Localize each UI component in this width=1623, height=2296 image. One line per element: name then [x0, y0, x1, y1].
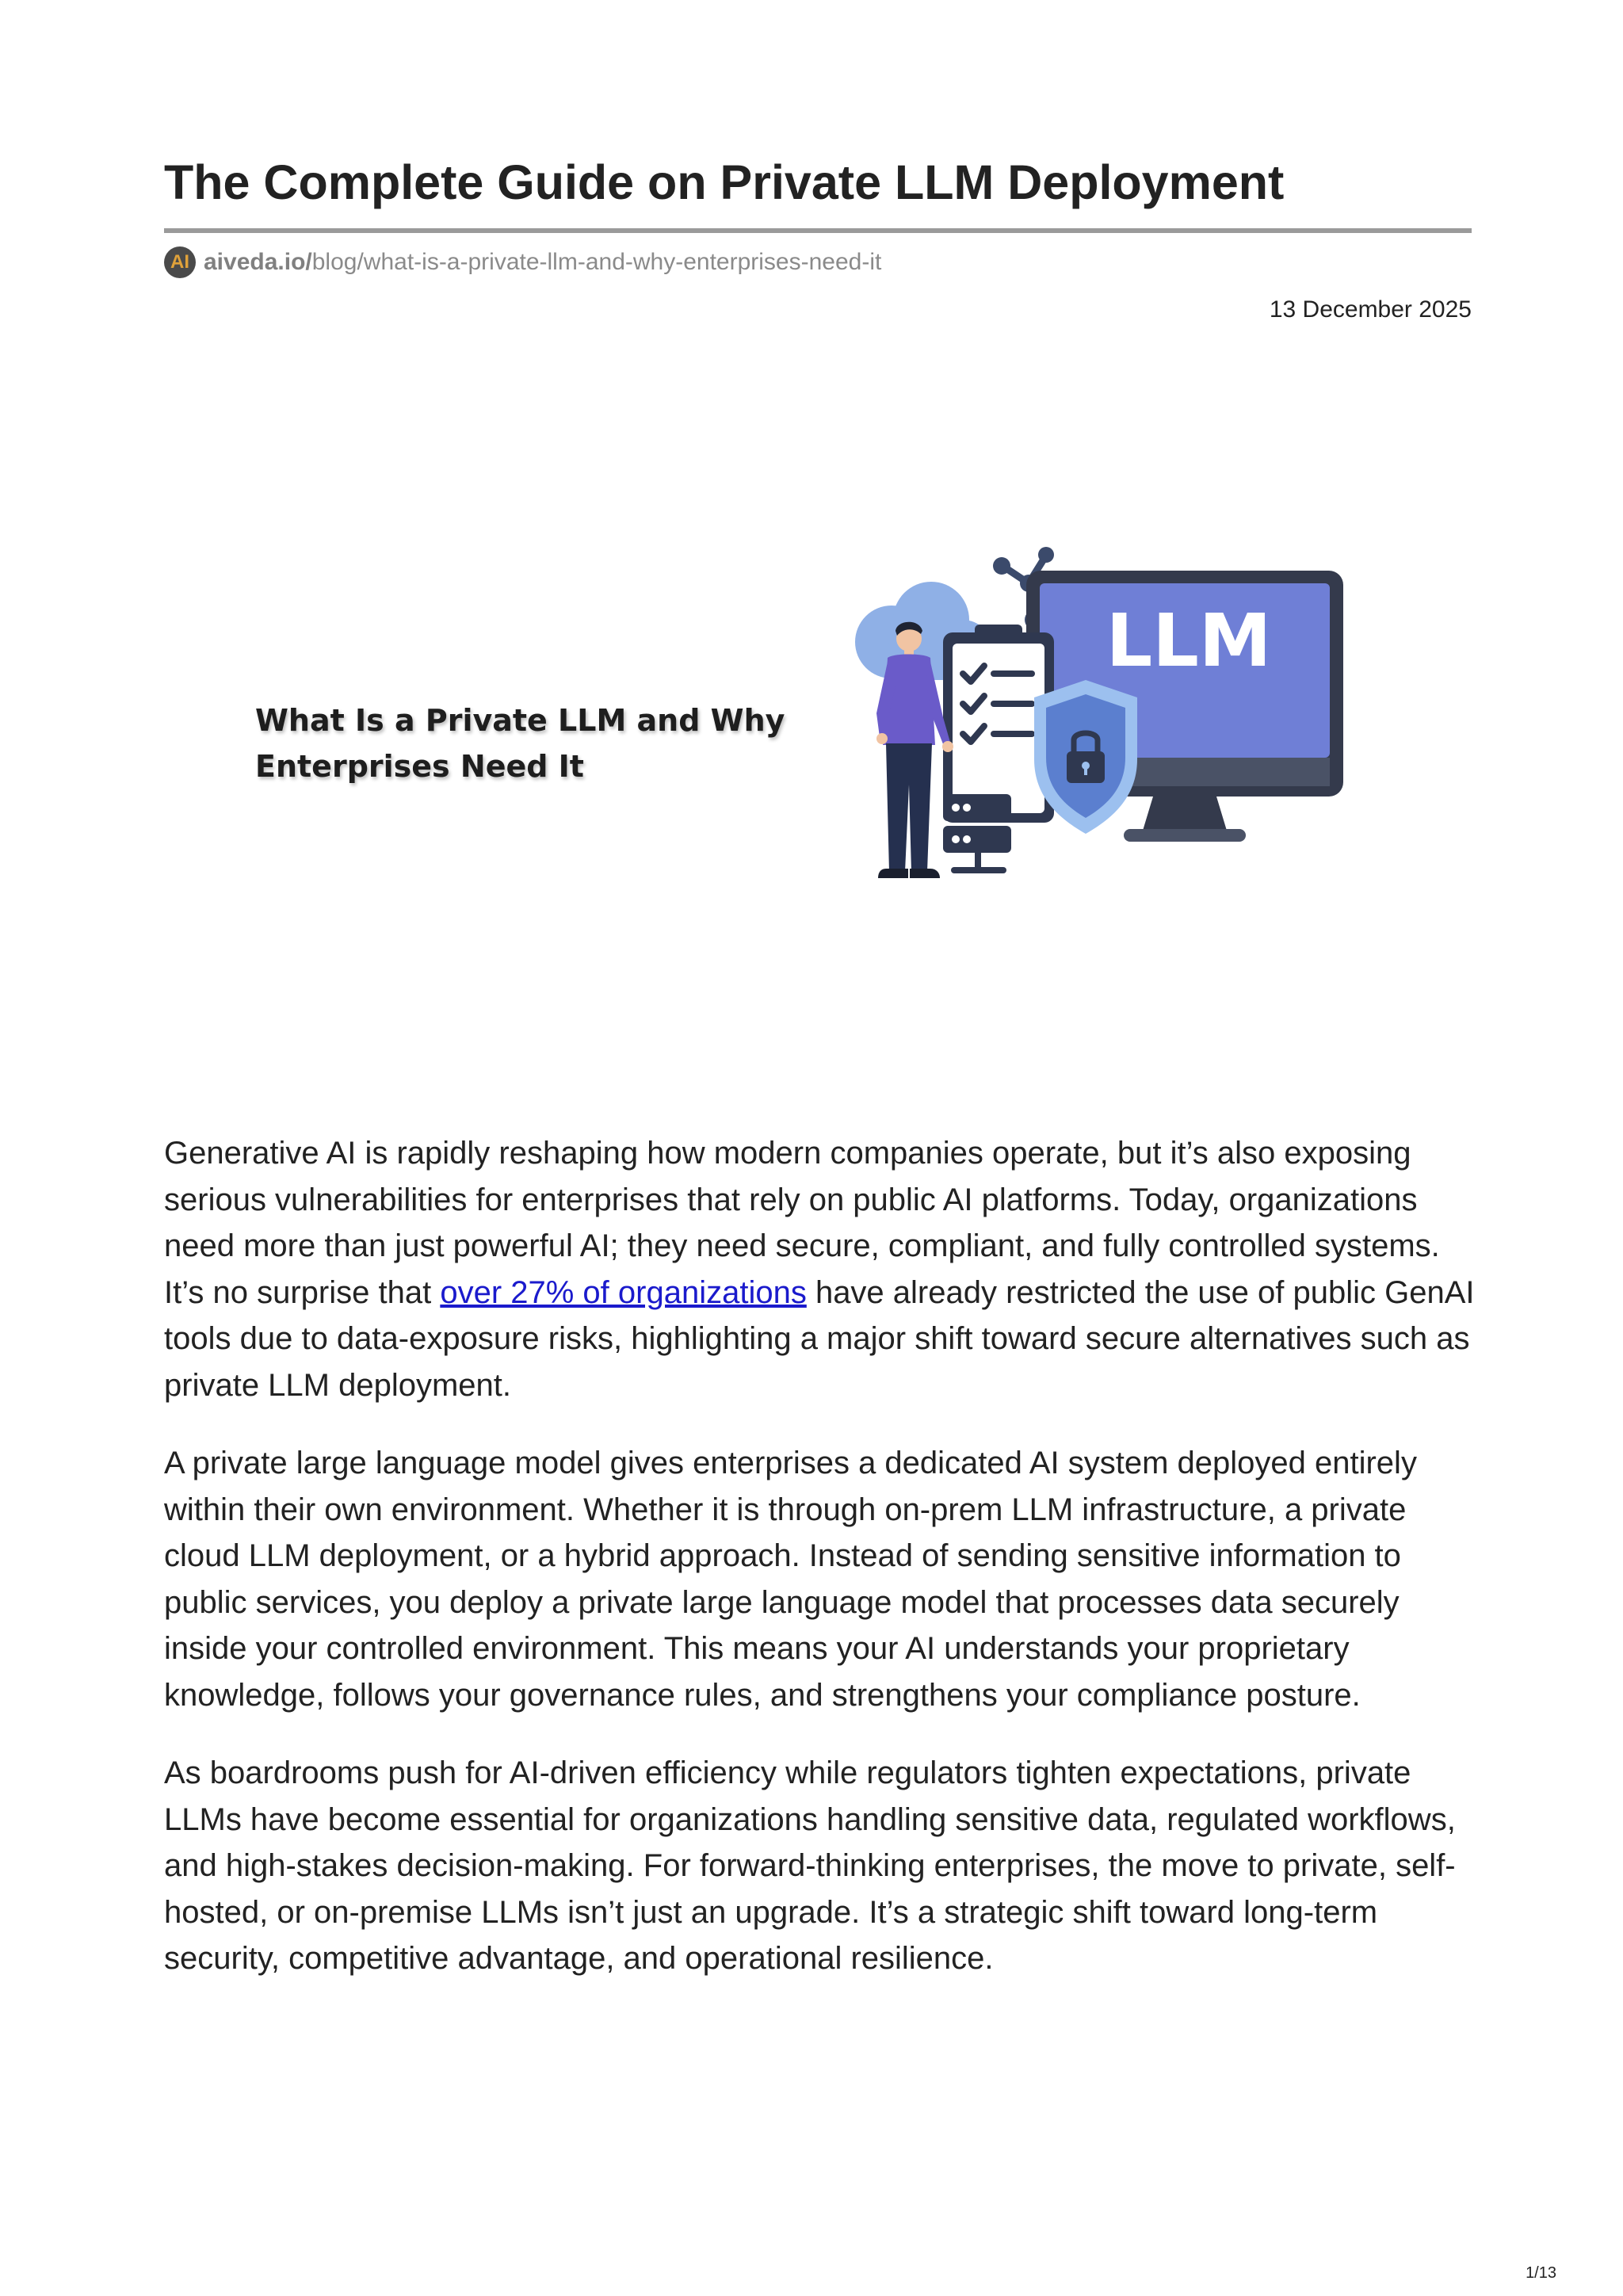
source-url[interactable]	[204, 249, 881, 276]
stat-link[interactable]: over 27% of organizations	[440, 1274, 807, 1310]
paragraph-1	[164, 1130, 1480, 1408]
source-path: blog/what-is-a-private-llm-and-why-enterprises-need-it	[311, 249, 882, 275]
paragraph-1-text-end: have already restricted the use of public GenAI tools due to data-exposure risks, highlighting a major shift toward secure alternatives such as private LLM deployment.	[164, 1274, 1475, 1403]
private-llm-illustration	[832, 547, 1371, 896]
title-divider	[164, 228, 1472, 233]
hero-caption	[255, 697, 785, 789]
publish-date: 13 December 2025	[1269, 296, 1472, 323]
source-link[interactable]	[164, 246, 881, 279]
paragraph-3: As boardrooms push for AI-driven efficiency while regulators tighten expectations, private LLMs have become essential for organizations handling sensitive data, regulated workflows, and high-stakes decision-making. For forward-thinking enterprises, the move to private, self-hosted, or on-premise LLMs isn’t just an upgrade. It’s a strategic shift toward long-term security, competitive advantage, and operational resilience.	[164, 1755, 1456, 1976]
server-icon	[943, 794, 1011, 873]
site-logo-icon: AI	[164, 246, 196, 278]
hero-caption-line-2: Enterprises Need It	[255, 749, 584, 784]
paragraph-1-text-start: Generative AI is rapidly reshaping how modern companies operate, but it’s also exposing serious vulnerabilities for enterprises that rely on public AI platforms. Today, organizations need more than just powerful AI; they need secure, compliant, and fully controlled systems. It’s no surprise that	[164, 1136, 1440, 1310]
monitor-label: LLM	[1106, 598, 1272, 683]
article-body	[164, 1130, 1480, 2014]
source-domain: aiveda.io/	[204, 249, 312, 275]
article-title: The Complete Guide on Private LLM Deployment	[164, 155, 1285, 209]
hero-caption-line-1: What Is a Private LLM and Why	[255, 703, 785, 738]
page-number: 1/13	[1526, 2264, 1556, 2282]
paragraph-2: A private large language model gives enterprises a dedicated AI system deployed entirely within their own environment. Whether it is through on-prem LLM infrastructure, a private cloud LLM deployment, or a hybrid approach. Instead of sending sensitive information to public services, you deploy a private large language model that processes data securely inside your controlled environment. This means your AI understands your proprietary knowledge, follows your governance rules, and strengthens your compliance posture.	[164, 1446, 1417, 1713]
